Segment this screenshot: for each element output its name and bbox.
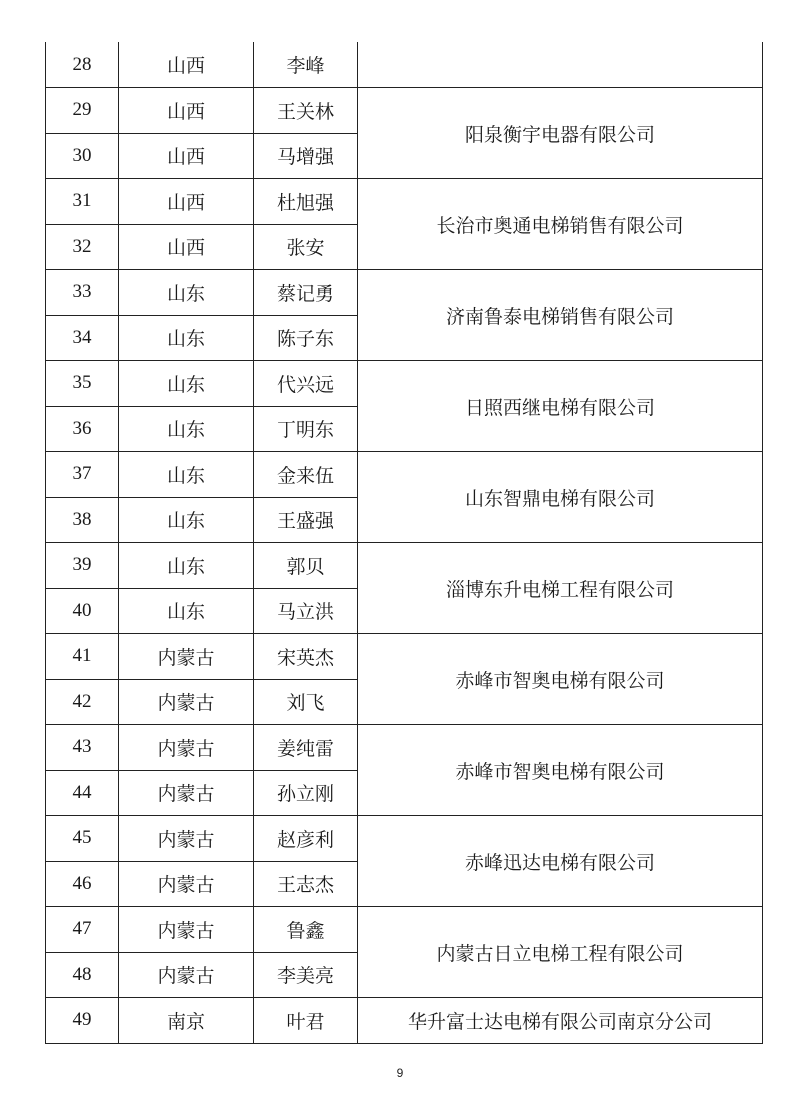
- name-cell: 金来伍: [254, 452, 358, 498]
- company-cell: 济南鲁泰电梯销售有限公司: [358, 270, 763, 361]
- table-row: [46, 543, 763, 589]
- table-row: [46, 179, 763, 225]
- province-cell: 山东: [119, 361, 254, 407]
- page-number: 9: [396, 1066, 404, 1080]
- row-number: 40: [46, 588, 119, 634]
- row-number: 41: [46, 634, 119, 680]
- province-cell: 南京: [119, 998, 254, 1044]
- row-number: 34: [46, 315, 119, 361]
- row-number: 37: [46, 452, 119, 498]
- table-row: [46, 42, 763, 88]
- roster-table-container: [45, 42, 762, 1062]
- name-cell: 赵彦利: [254, 816, 358, 862]
- row-number: 47: [46, 907, 119, 953]
- row-number: 36: [46, 406, 119, 452]
- province-cell: 山西: [119, 42, 254, 88]
- province-cell: 山东: [119, 406, 254, 452]
- row-number: 35: [46, 361, 119, 407]
- province-cell: 山东: [119, 315, 254, 361]
- table-row: [46, 998, 763, 1044]
- row-number: 38: [46, 497, 119, 543]
- row-number: 46: [46, 861, 119, 907]
- name-cell: 姜纯雷: [254, 725, 358, 771]
- name-cell: 郭贝: [254, 543, 358, 589]
- company-cell: 日照西继电梯有限公司: [358, 361, 763, 452]
- name-cell: 蔡记勇: [254, 270, 358, 316]
- province-cell: 山西: [119, 88, 254, 134]
- table-row: [46, 361, 763, 407]
- company-cell: 长治市奥通电梯销售有限公司: [358, 179, 763, 270]
- table-row: [46, 816, 763, 862]
- name-cell: 张安: [254, 224, 358, 270]
- province-cell: 山西: [119, 133, 254, 179]
- province-cell: 山东: [119, 588, 254, 634]
- province-cell: 山东: [119, 452, 254, 498]
- row-number: 44: [46, 770, 119, 816]
- company-cell: 阳泉衡宇电器有限公司: [358, 88, 763, 179]
- row-number: 39: [46, 543, 119, 589]
- province-cell: 山西: [119, 179, 254, 225]
- name-cell: 杜旭强: [254, 179, 358, 225]
- name-cell: 鲁鑫: [254, 907, 358, 953]
- province-cell: 山东: [119, 543, 254, 589]
- row-number: 31: [46, 179, 119, 225]
- company-cell: 山东智鼎电梯有限公司: [358, 452, 763, 543]
- row-number: 49: [46, 998, 119, 1044]
- table-row: [46, 725, 763, 771]
- name-cell: 孙立刚: [254, 770, 358, 816]
- row-number: 29: [46, 88, 119, 134]
- row-number: 48: [46, 952, 119, 998]
- row-number: 45: [46, 816, 119, 862]
- name-cell: 宋英杰: [254, 634, 358, 680]
- table-row: [46, 88, 763, 134]
- company-cell: 赤峰市智奥电梯有限公司: [358, 634, 763, 725]
- province-cell: 山东: [119, 497, 254, 543]
- province-cell: 山东: [119, 270, 254, 316]
- row-number: 43: [46, 725, 119, 771]
- company-cell: 内蒙古日立电梯工程有限公司: [358, 907, 763, 998]
- province-cell: 内蒙古: [119, 907, 254, 953]
- name-cell: 马增强: [254, 133, 358, 179]
- roster-table: [45, 42, 763, 1044]
- row-number: 33: [46, 270, 119, 316]
- province-cell: 内蒙古: [119, 679, 254, 725]
- name-cell: 刘飞: [254, 679, 358, 725]
- name-cell: 王关林: [254, 88, 358, 134]
- province-cell: 内蒙古: [119, 634, 254, 680]
- name-cell: 马立洪: [254, 588, 358, 634]
- row-number: 42: [46, 679, 119, 725]
- table-row: [46, 452, 763, 498]
- name-cell: 王志杰: [254, 861, 358, 907]
- company-cell: 赤峰市智奥电梯有限公司: [358, 725, 763, 816]
- name-cell: 叶君: [254, 998, 358, 1044]
- province-cell: 内蒙古: [119, 816, 254, 862]
- table-row: [46, 634, 763, 680]
- province-cell: 内蒙古: [119, 952, 254, 998]
- table-row: [46, 907, 763, 953]
- name-cell: 陈子东: [254, 315, 358, 361]
- name-cell: 丁明东: [254, 406, 358, 452]
- company-cell: 淄博东升电梯工程有限公司: [358, 543, 763, 634]
- row-number: 28: [46, 42, 119, 88]
- table-row: [46, 270, 763, 316]
- company-cell: 赤峰迅达电梯有限公司: [358, 816, 763, 907]
- company-cell: [358, 42, 763, 88]
- province-cell: 内蒙古: [119, 725, 254, 771]
- province-cell: 山西: [119, 224, 254, 270]
- province-cell: 内蒙古: [119, 861, 254, 907]
- name-cell: 王盛强: [254, 497, 358, 543]
- company-cell: 华升富士达电梯有限公司南京分公司: [358, 998, 763, 1044]
- name-cell: 李美亮: [254, 952, 358, 998]
- row-number: 30: [46, 133, 119, 179]
- province-cell: 内蒙古: [119, 770, 254, 816]
- row-number: 32: [46, 224, 119, 270]
- name-cell: 代兴远: [254, 361, 358, 407]
- name-cell: 李峰: [254, 42, 358, 88]
